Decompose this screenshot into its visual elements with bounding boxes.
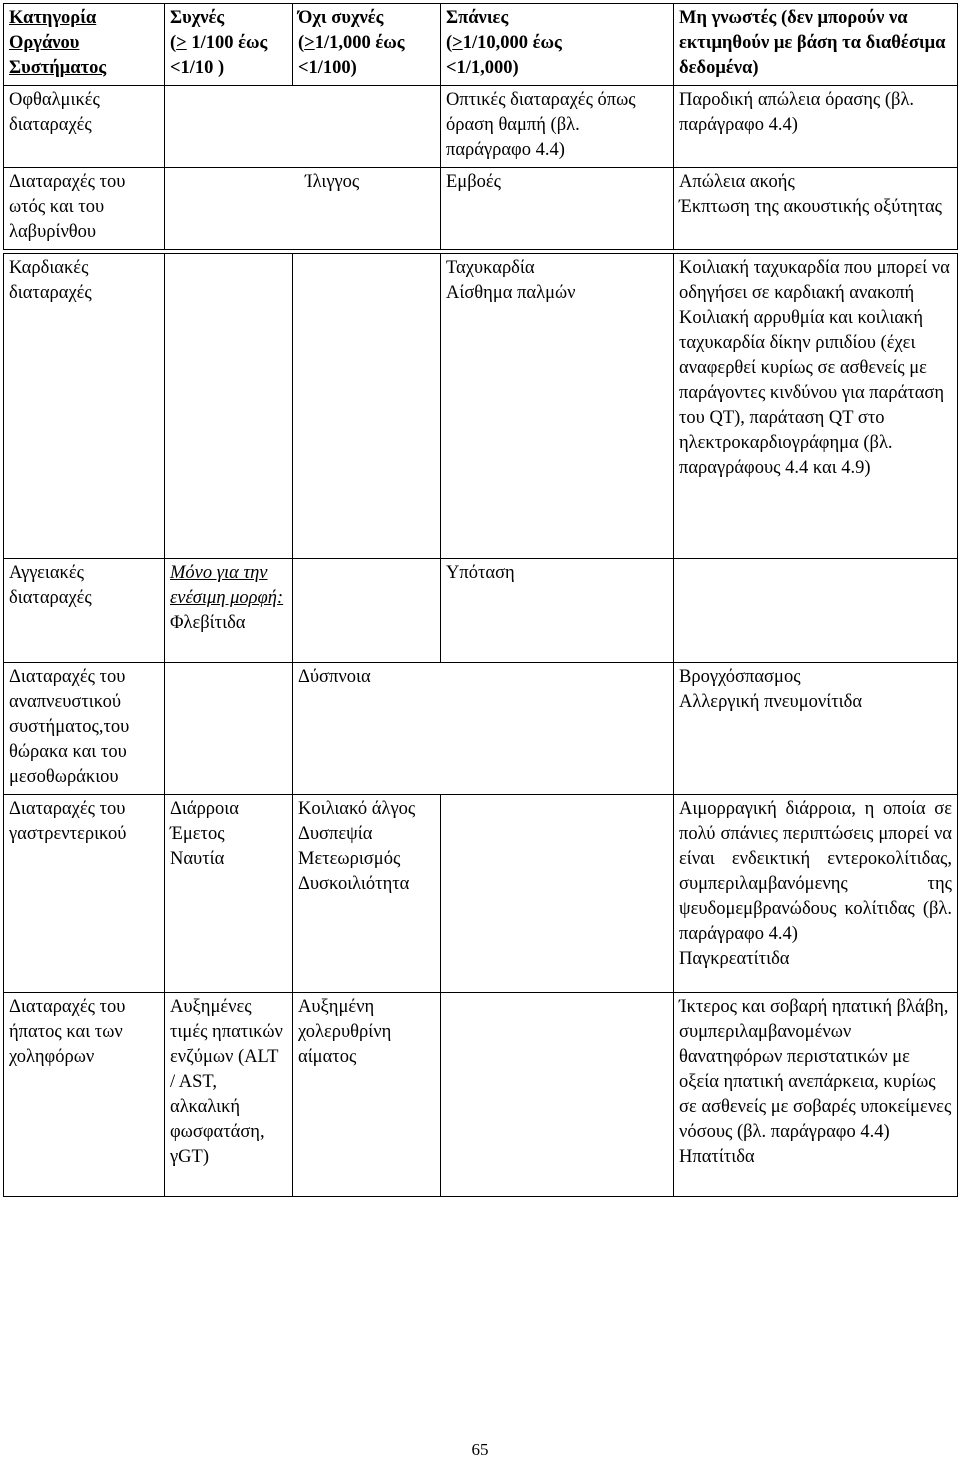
cardiac-unknown-item: Κοιλιακή αρρυθμία και κοιλιακή ταχυκαρδία δίκην ριπιδίου (έχει αναφερθεί κυρίως σε ασθενείς με παράγοντες κινδύνου για παράταση του QT), παράταση QT στο ηλεκτροκαρδιογράφημα (βλ. παραγράφους 4.4 και 4.9) [679,308,945,478]
header-category-line: Κατηγορία [9,8,97,28]
frequency-header-row [4,4,958,86]
vascular-uncommon-cell [293,559,441,663]
gastro-common-item: Έμετος [170,824,225,844]
hepato-unknown-item: Ηπατίτιδα [679,1147,755,1167]
respiratory-category-cell: Διαταραχές του αναπνευστικού συστήματος,του θώρακα και του μεσοθωράκιου [4,663,165,795]
cardiac-common-cell [165,254,293,559]
vascular-common-cell [165,559,293,663]
respiratory-uncommon-cell: Δύσπνοια [293,663,674,795]
gastro-common-item: Ναυτία [170,849,225,869]
respiratory-unknown-item: Βρογχόσπασμος [679,667,801,687]
header-common-cell [165,4,293,86]
eye-rare-cell: Οπτικές διαταραχές όπως όραση θαμπή (βλ. παράγραφο 4.4) [441,86,674,168]
adverse-reactions-table-top [3,3,958,250]
hepato-rare-cell [441,993,674,1197]
header-common-label: Συχνές [170,8,225,28]
geq-sign: > [176,33,187,53]
geq-sign: > [452,33,463,53]
ear-uncommon-value: Ίλιγγος [305,172,360,192]
ear-unknown-cell [674,168,958,250]
vascular-common-value: Φλεβίτιδα [170,613,246,633]
eye-category-cell: Οφθαλμικές διαταραχές [4,86,165,168]
header-category-line: Οργάνου [9,33,80,53]
hepato-common-cell: Αυξημένες τιμές ηπατικών ενζύμων (ALT / AST, αλκαλική φωσφατάση, γGT) [165,993,293,1197]
gastro-unknown-item: Παγκρεατίτιδα [679,949,790,969]
header-uncommon-cell [293,4,441,86]
cardiac-rare-item: Αίσθημα παλμών [446,283,576,303]
eye-unknown-cell: Παροδική απώλεια όρασης (βλ. παράγραφο 4.4) [674,86,958,168]
hepato-uncommon-cell: Αυξημένη χολερυθρίνη αίματος [293,993,441,1197]
header-rare-range: (>1/10,000 έως [446,33,562,53]
hepato-category-cell: Διαταραχές του ήπατος και των χοληφόρων [4,993,165,1197]
vascular-rare-cell: Υπόταση [441,559,674,663]
gastro-uncommon-item: Δυσκοιλιότητα [298,874,410,894]
header-uncommon-range-end: <1/100) [298,58,357,78]
gastro-common-item: Διάρροια [170,799,239,819]
cardiac-rare-cell [441,254,674,559]
gastrointestinal-disorders-row [4,795,958,993]
header-unknown-cell: Μη γνωστές (δεν μπορούν να εκτιμηθούν με βάση τα διαθέσιμα δεδομένα) [674,4,958,86]
gastro-uncommon-item: Μετεωρισμός [298,849,401,869]
page-number: 65 [471,1440,489,1459]
hepatobiliary-disorders-row [4,993,958,1197]
header-rare-range-end: <1/1,000) [446,58,519,78]
geq-sign: > [304,33,315,53]
vascular-unknown-cell [674,559,958,663]
cardiac-unknown-cell [674,254,958,559]
ear-rare-cell: Εμβοές [441,168,674,250]
cardiac-disorders-row [4,254,958,559]
ear-disorders-row [4,168,958,250]
header-common-range-end: <1/10 ) [170,58,225,78]
gastro-category-cell: Διαταραχές του γαστρεντερικού [4,795,165,993]
vascular-disorders-row [4,559,958,663]
hepato-unknown-item: Ίκτερος και σοβαρή ηπατική βλάβη, συμπεριλαμβανομένων θανατηφόρων περιστατικών με οξεία ηπατική ανεπάρκεια, κυρίως σε ασθενείς με σοβαρές υποκείμενες νόσους (βλ. παράγραφο 4.4) [679,997,952,1142]
ear-unknown-item: Απώλεια ακοής [679,172,795,192]
cardiac-uncommon-cell [293,254,441,559]
header-rare-cell [441,4,674,86]
header-category-cell [4,4,165,86]
vascular-injectable-note: Μόνο για την ενέσιμη μορφή: [170,563,284,608]
ear-unknown-item: Έκπτωση της ακουστικής οξύτητας [679,197,943,217]
ear-category-cell: Διαταραχές του ωτός και του λαβυρίνθου [4,168,165,250]
hepato-unknown-cell [674,993,958,1197]
respiratory-unknown-cell [674,663,958,795]
header-category-line: Συστήματος [9,58,107,78]
gastro-common-cell [165,795,293,993]
vascular-category-cell: Αγγειακές διαταραχές [4,559,165,663]
header-rare-label: Σπάνιες [446,8,509,28]
respiratory-unknown-item: Αλλεργική πνευμονίτιδα [679,692,863,712]
eye-common-uncommon-cell [165,86,441,168]
gastro-unknown-item: Αιμορραγική διάρροια, η οποία σε πολύ σπάνιες περιπτώσεις μπορεί να είναι ενδεικτική εντεροκολίτιδας, συμπεριλαμβανόμενης της ψευδομεμβρανώδους κολίτιδας (βλ. παράγραφο 4.4) [679,799,952,944]
gastro-uncommon-cell [293,795,441,993]
header-common-range: (> 1/100 έως [170,33,268,53]
respiratory-common-cell [165,663,293,795]
cardiac-rare-item: Ταχυκαρδία [446,258,535,278]
ear-uncommon-cell [165,168,441,250]
cardiac-unknown-item: Κοιλιακή ταχυκαρδία που μπορεί να οδηγήσει σε καρδιακή ανακοπή [679,258,950,303]
gastro-unknown-cell [674,795,958,993]
header-uncommon-range: (>1/1,000 έως [298,33,405,53]
cardiac-category-cell: Καρδιακές διαταραχές [4,254,165,559]
adverse-reactions-table-main [3,253,958,1197]
respiratory-disorders-row [4,663,958,795]
header-uncommon-label: Όχι συχνές [298,8,384,28]
gastro-uncommon-item: Κοιλιακό άλγος [298,799,416,819]
gastro-rare-cell [441,795,674,993]
eye-disorders-row [4,86,958,168]
gastro-uncommon-item: Δυσπεψία [298,824,373,844]
